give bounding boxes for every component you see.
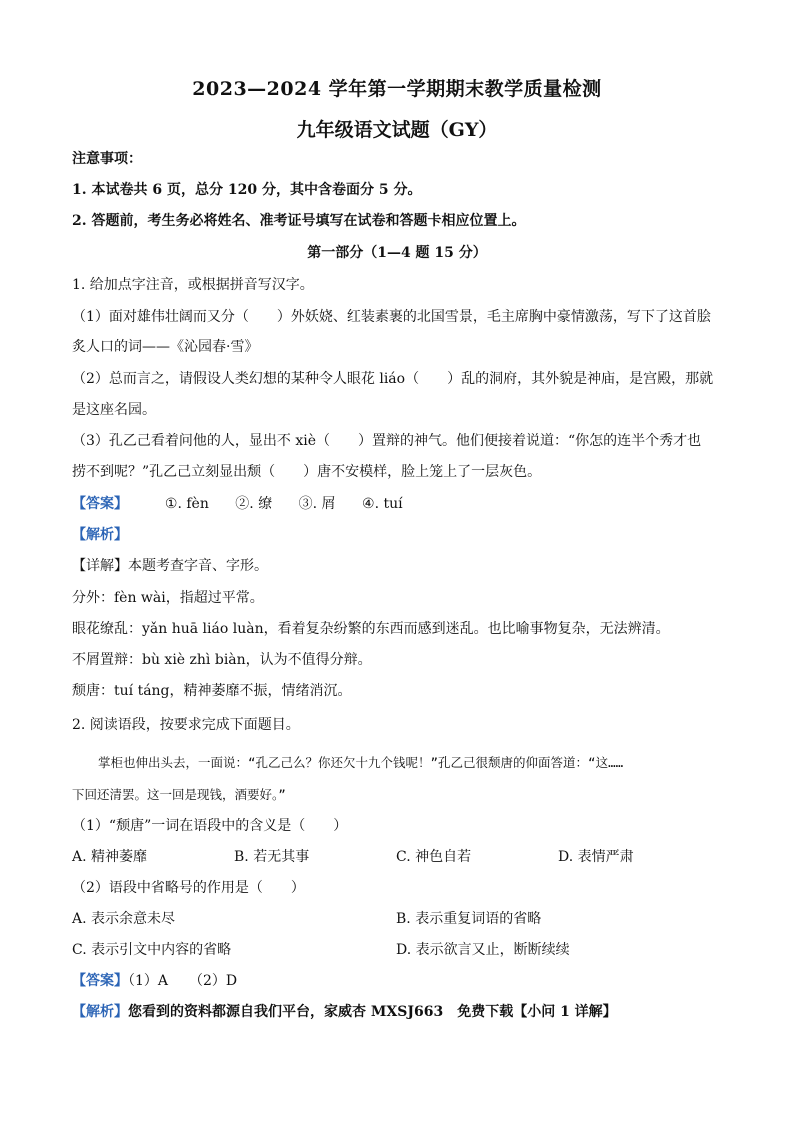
q1-line: 是这座名园。 <box>72 402 156 418</box>
notice-item-2: 2. 答题前，考生务必将姓名、准考证号填写在试卷和答题卡相应位置上。 <box>72 213 526 229</box>
option-d: D. 表示欲言又止，断断续续 <box>396 942 570 958</box>
answer-text: （1）A （2）D <box>128 973 238 989</box>
q2-sub1-stem: （1）“颓唐”一词在语段中的含义是（ ） <box>72 818 348 834</box>
q1-line: （1）面对雄伟壮阔而又分（ ）外妖娆、红装素裹的北国雪景，毛主席胸中豪情激荡，写下了这首脍 <box>72 309 711 325</box>
q1-note: 颓唐：tuí táng，精神萎靡不振，情绪消沉。 <box>72 683 352 699</box>
q1-note: 眼花缭乱：yǎn huā liáo luàn，看着复杂纷繁的东西而感到迷乱。也比喻事物复杂，无法辨清。 <box>72 621 670 637</box>
q2-passage-line: 下回还清罢。这一回是现钱，酒要好。” <box>72 787 286 802</box>
q2-answer-row <box>72 972 237 990</box>
notice-heading: 注意事项： <box>72 151 142 167</box>
q2-sub2-stem: （2）语段中省略号的作用是（ ） <box>72 880 305 896</box>
answer-item: ④. tuí <box>362 496 403 512</box>
q1-stem: 1. 给加点字注音，或根据拼音写汉字。 <box>72 277 314 293</box>
answer-label: 【答案】 <box>72 973 128 989</box>
option-a: A. 精神萎靡 <box>72 849 148 865</box>
section-title: 第一部分（1—4 题 15 分） <box>307 245 487 261</box>
q1-line: 捞不到呢？”孔乙己立刻显出颓（ ）唐不安模样，脸上笼上了一层灰色。 <box>72 464 542 480</box>
answer-item: ②. 缭 <box>235 496 273 512</box>
exam-subtitle: 九年级语文试题（GY） <box>296 119 498 141</box>
detail-row <box>72 557 268 575</box>
option-c: C. 神色自若 <box>396 849 472 865</box>
option-c: C. 表示引文中内容的省略 <box>72 942 232 958</box>
notice-item-1: 1. 本试卷共 6 页，总分 120 分，其中含卷面分 5 分。 <box>72 182 422 198</box>
q1-note: 分外：fèn wài，指超过平常。 <box>72 590 264 606</box>
q2-passage-line: 掌柜也伸出头去，一面说：“孔乙己么？你还欠十九个钱呢！”孔乙己很颓唐的仰面答道：“这…… <box>98 755 624 770</box>
answer-item: ①. fèn <box>164 496 209 512</box>
option-d: D. 表情严肃 <box>558 849 634 865</box>
q2-analysis-row <box>72 1003 617 1021</box>
analysis-label: 【解析】 <box>72 527 128 543</box>
analysis-text: 您看到的资料都源自我们平台，家威杏 MXSJ663 免费下载【小问 1 详解】 <box>128 1004 617 1020</box>
answer-item: ③. 屑 <box>298 496 336 512</box>
q1-line: 炙人口的词——《沁园春·雪》 <box>72 339 259 355</box>
option-b: B. 若无其事 <box>234 849 310 865</box>
analysis-label: 【解析】 <box>72 1004 128 1020</box>
option-b: B. 表示重复词语的省略 <box>396 911 542 927</box>
exam-title: 2023—2024 学年第一学期期末教学质量检测 <box>192 78 602 100</box>
detail-label: 【详解】 <box>72 558 128 574</box>
option-a: A. 表示余意未尽 <box>72 911 176 927</box>
detail-text: 本题考查字音、字形。 <box>128 558 268 574</box>
answer-label: 【答案】 <box>72 496 128 512</box>
q2-stem: 2. 阅读语段，按要求完成下面题目。 <box>72 717 300 733</box>
q1-line: （3）孔乙己看着问他的人，显出不 xiè（ ）置辩的神气。他们便接着说道：“你怎的连半个秀才也 <box>72 433 702 449</box>
q1-note: 不屑置辩：bù xiè zhì biàn，认为不值得分辩。 <box>72 652 372 668</box>
q1-answer-row <box>72 495 425 513</box>
q1-line: （2）总而言之，请假设人类幻想的某种令人眼花 liáo（ ）乱的洞府，其外貌是神庙，是宫殿，那就 <box>72 371 714 387</box>
